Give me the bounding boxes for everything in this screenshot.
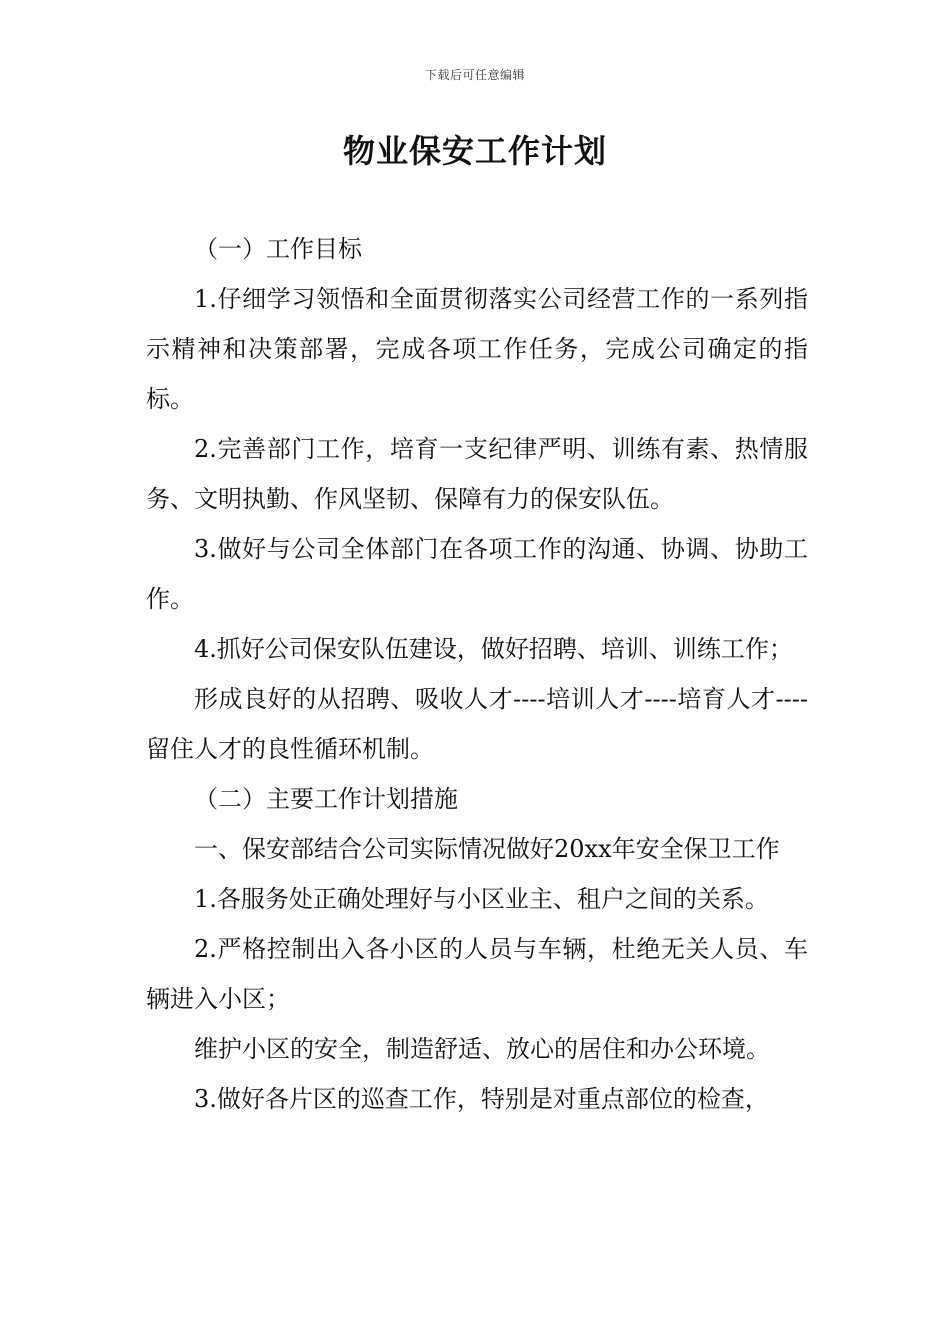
document-body (146, 224, 808, 1124)
paragraph: 1.各服务处正确处理好与小区业主、租户之间的关系。 (194, 885, 769, 913)
paragraph: 2.完善部门工作，培育一支纪律严明、训练有素、热情服务、文明执勤、作风坚韧、保障有力的保安队伍。 (146, 435, 808, 513)
header-note: 下载后可任意编辑 (424, 68, 525, 82)
paragraph: 4.抓好公司保安队伍建设，做好招聘、培训、训练工作； (194, 635, 793, 663)
paragraph: 一、保安部结合公司实际情况做好20xx年安全保卫工作 (194, 835, 780, 863)
document-title: 物业保安工作计划 (342, 132, 607, 170)
paragraph: 1.仔细学习领悟和全面贯彻落实公司经营工作的一系列指示精神和决策部署，完成各项工作任务，完成公司确定的指标。 (146, 285, 808, 413)
paragraph-section-heading: （一）工作目标 (194, 235, 362, 263)
paragraph: 形成良好的从招聘、吸收人才----培训人才----培育人才----留住人才的良性循环机制。 (146, 685, 808, 763)
paragraph: 3.做好与公司全体部门在各项工作的沟通、协调、协助工作。 (146, 535, 808, 613)
paragraph: 2.严格控制出入各小区的人员与车辆，杜绝无关人员、车辆进入小区； (146, 935, 808, 1013)
paragraph-section-heading: （二）主要工作计划措施 (194, 785, 458, 813)
paragraph: 3.做好各片区的巡查工作，特别是对重点部位的检查， (194, 1085, 769, 1113)
paragraph: 维护小区的安全，制造舒适、放心的居住和办公环境。 (194, 1035, 770, 1063)
